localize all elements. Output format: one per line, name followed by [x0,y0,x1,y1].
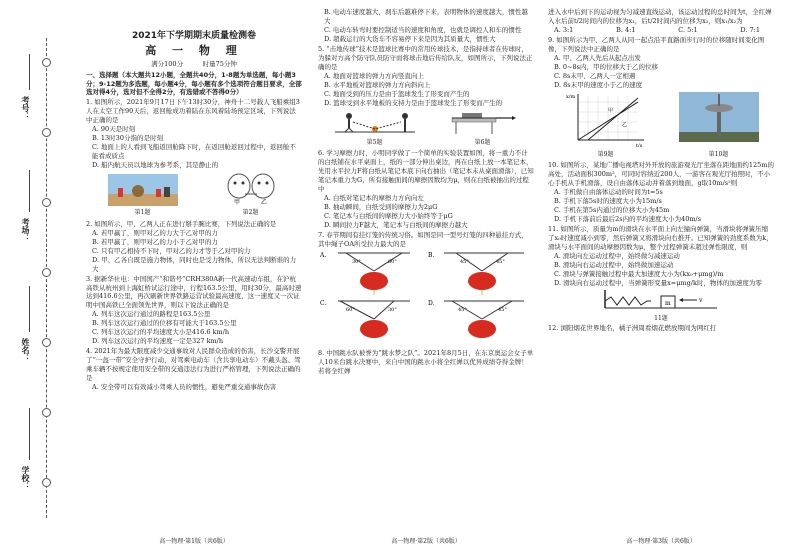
landing-photo-icon [108,174,178,206]
page-footer-2: 高一物理·第2版（共6版） [391,538,461,545]
q4-option-b: B. 电动车速度越大，刹车后越难停下来，表明物体的速度越大，惯性越大 [324,8,528,25]
lantern-b-label: B. [428,251,435,259]
q11-option-c: C. 滑块与弹簧接触过程中最大加速度大小为(kx₀+μmg)/m [554,269,724,278]
q2-option-d: D. 甲、乙各自既是施力物体，同时也是受力物体，所以无法判断谁的力大 [92,255,297,273]
question-5: 5. “击地传球”技术是篮球比赛中的常用传球技术，是指持球者在传球时，为躲对方高个防守队员防守而将球击地后传给队友，如图所示，下列说法正确的是 [318,44,533,71]
figure-11-caption: 11题 [654,315,668,323]
q11-option-d: D. 滑块向右运动过程中，当弹簧形变量x=μmg/k时，物体的加速度为零 [554,278,762,287]
name-line [29,286,30,332]
tv-tower-photo-icon [679,92,759,148]
q2-option-a: A. 若甲赢了，则甲对乙的力大于乙对甲的力 [92,228,218,237]
q3-option-c: C. 列车这次运行的平均速度大小是416.6 km/h [92,328,230,337]
q10-option-a: A. 手机做自由落体运动的时间为t=5s [554,188,663,197]
q8-option-a: A. 3:1 [554,25,574,34]
q10-option-c: C. 手机在第5s内通过的位移大小为45m [554,206,670,215]
series-jia-label: 甲 [607,107,613,114]
q5-option-a: A. 地面对篮球的弹力方向竖直向上 [324,71,424,80]
figure-row-5-6 [318,110,534,148]
q9-option-d: D. 8s末甲的速度小于乙的速度 [554,80,643,89]
exam-no-line [29,54,30,90]
binding-hole [42,478,51,487]
question-12: 12. 浏阳烟花世界地名，橘子洲周看烟花燃放期间为网红打 [548,324,717,333]
question-3: 3. 据新华社电：中国国产“和谐号”CRH380A新一代高速动车组，在沪杭高铁从杭州到上海虹桥试运行途中，行程163.5公里，用时30分，最高时速达到416.6公里，再次刷新世界铁路运营试验最高速度，这一速度又一次证明中国高铁已全面领先世界，则以下说法正确的是 [86,274,302,310]
angle-label: 45° [496,258,505,265]
figure-10 [679,92,759,160]
q5-option-b: B. 水平地板对篮球的弹力方向斜向上 [324,80,431,89]
school-label: 学校： [21,466,31,490]
q4-option-d: D. 超载运行的大货车不容易停下来是因为其质量大，惯性大 [324,34,496,43]
section-heading: 一、选择题（本大题共12小题，全题共40分，1-8题为单选题，每小题3分；9-12题为多选题，每小题4分，每小题有多个选项符合题目要求，全部选对得4分，选对但不全得2分，有选错或不答得0分） [86,70,302,97]
binding-margin [6,38,56,518]
question-1: 1. 如图所示，2021年9月17日下午13时30分，神舟十二号载人飞船乘组3人在太空工作90天后，返回舱成功着陆在东风着陆场预定区域，下列说法中正确的是 [86,98,300,125]
lantern-option-d [428,300,524,338]
page-footer-1: 高一物理·第1版（共6版） [159,538,229,545]
angle-label: 30° [352,258,361,265]
binding-hole [42,338,51,347]
question-2: 2. 如图所示，甲、乙两人正在进行掰手腕比赛，下列说法正确的是 [86,219,277,228]
question-7: 7. 春节期间有挂灯笼的传统习俗。如图是同一型号灯笼的四种悬挂方式，其中绳子OA所受拉力最大的是 [318,230,528,248]
question-8-continued: 进入水中后到下的运动视为匀减速直线运动，该运动过程的总时间为t，全红婵入水后前t/2时间内的位移为x₁，后t/2时间内的位移为x₂，则x₁/x₂为 [548,8,772,25]
angle-label: 30° [388,306,397,313]
question-9: 9. 如图所示为甲、乙两人从同一起点沿平直路面步行时的位移随时间变化图像，下列说法中正确的是 [548,35,765,53]
q9-option-b: B. 0~8s内，甲的位移大于乙的位移 [554,62,658,71]
basketball-pass-icon [335,110,415,136]
binding-hole [42,58,51,67]
q9-option-c: C. 8s末甲、乙两人一定相遇 [554,71,636,80]
figure-1-caption: 第1题 [134,209,151,217]
page-footer-3: 高一物理·第3版（共6版） [626,538,696,545]
q8-options [548,26,774,35]
figure-row-9-10 [548,92,774,160]
q8-option-b: B. 4:1 [616,25,636,34]
figure-5 [335,110,415,148]
q10-option-d: D. 手机下落前后最后2s内的平均速度大小为40m/s [554,215,702,224]
figure-10-caption: 第10题 [708,150,729,158]
q1-option-c: C. 地面上的人看到飞船返回舱降下时，在返回舱返回过程中，返回舱不能看成质点 [92,143,296,161]
q1-option-d: D. 船内航天员以地球为参考系，其是静止的 [92,161,219,170]
lantern-a-label: A. [320,251,327,259]
arm-wrestling-icon [221,172,281,206]
q2-option-b: B. 若甲赢了，则甲对乙的力小于乙对甲的力 [92,237,218,246]
lantern-option-a [319,252,410,295]
q1-option-b: B. 13时30分指的是时刻 [92,134,163,143]
room-line [29,170,30,212]
q3-option-b: B. 列车这次运行通过的位移有可能大于163.5公里 [92,319,237,328]
person-a-label: 甲 [233,199,240,207]
binding-hole [42,198,51,207]
xt-graph [564,92,648,148]
q6-option-c: C. 笔记本与白纸间的摩擦力大小始终等于μG [324,211,453,220]
angle-label: 45° [498,306,507,313]
lantern-option-c [320,300,410,338]
q5-option-c: C. 地面受到的压力是由于篮球发生了形变而产生的 [324,89,470,98]
series-yi-label: 乙 [621,121,627,128]
figure-2 [221,172,281,218]
question-6: 6. 学习摩擦力时，小明同学做了一个简单的实验装置如图，将一重力不计的白纸铺在水平桌面上，纸的一部分伸出桌边，再在白纸上放一本笔记本，先用水平拉力F将白纸从笔记本底下向右抽出（笔记本未从桌面滑落），已知笔记本重力为G，所有接触面间的摩擦因数均为μ，则在白纸被抽出的过程中 [318,149,534,194]
question-11: 11. 如图所示，质量为m的滑块在水平面上向左撞向弹簧，当滑块将弹簧压缩了x₀时速度减小到零，然后弹簧又将滑块向右推开。已知弹簧的劲度系数为k，滑块与水平面间的动摩擦因数为μ，整个过程弹簧未超过弹性限度，则 [548,225,773,251]
question-4: 4. 2021年为最大限度减少交通事故对人民群众造成的伤害，长沙交警开展了“一盔一带”安全守护行动，对驾乘电动车（含共享电动车）不戴头盔、驾乘车辆不按规定使用安全带的交通违法行为进行严格管理，下列说法正确的是 [86,347,301,383]
angle-label: 60° [388,258,397,265]
q6-option-b: B. 抽动瞬间，白纸受到的摩擦力为2μG [324,203,438,211]
binding-hole [42,128,51,137]
q11-option-b: B. 滑块向右运动过程中，始终做加速运动 [554,260,674,269]
q1-option-a: A. 90天是时刻 [92,125,136,134]
figure-2-caption: 第2题 [242,209,259,217]
room-label: 考场： [21,218,31,242]
t-axis-label: t/s [635,142,642,148]
binding-hole [42,268,51,277]
lantern-figures [318,249,534,345]
q8-option-c: C. 5:1 [678,25,698,34]
figure-row-1-2 [86,172,302,218]
page-column-2 [318,8,534,376]
q6-option-a: A. 白纸对笔记本的摩擦力方向向左 [324,194,424,203]
figure-9 [564,92,648,160]
q4-option-a: A. 安全带可以有效减小驾乘人员的惯性，避免严重交通事故伤害 [92,383,277,392]
question-10: 10. 如图所示，某地广播电视塔对外开放的旅游观光厅坐落在距地面约125m的高处，活动面积300m²，可同时容纳近200人，一游客在观光厅拍照时，不小心手机从手机滑落，设自由落体运动并着落到地面，g取10m/s²则 [548,161,774,188]
velocity-label: v [699,296,703,304]
cut-line [46,38,47,518]
binding-hole [42,408,51,417]
q11-option-a: A. 滑块向左运动过程中，始终做匀减速运动 [554,251,680,260]
mass-label: m [665,299,671,307]
exam-meta: 满分100分 时量75分钟 [151,59,237,68]
figure-9-caption: 第9题 [597,150,614,158]
exam-subject: 高 一 物 理 [145,44,243,58]
angle-label: 60° [346,306,355,313]
figure-11 [548,288,774,324]
exam-title: 2021年下学期期末质量检测卷 [131,31,257,41]
q10-option-b: B. 手机下落5s时的速度大小为15m/s [554,197,662,206]
spring-block-icon [601,288,721,312]
name-label: 姓名： [21,338,31,362]
lantern-d-label: D. [428,299,435,307]
page-column-3 [548,8,774,333]
school-line [29,408,30,460]
q3-option-a: A. 列车这次运行通过的路程是163.5公里 [92,310,211,319]
x-axis-label: x/m [565,93,575,100]
figure-5-caption: 第5题 [366,138,383,146]
exam-no-label: 考号： [21,96,31,120]
lantern-option-b [428,252,524,295]
figure-6 [448,110,518,148]
q5-option-d: D. 篮球受到水平地板的支持力是由于篮球发生了形变而产生的 [324,98,503,107]
q8-option-d: D. 7:1 [740,25,760,34]
lantern-c-label: C. [320,299,327,307]
q3-option-d: D. 列车这次运行的平均速度一定是327 km/h [92,337,224,346]
question-8: 8. 中国跳水队被誉为“跳水梦之队”。2021年8月5日，在东京奥运会女子单人10米台跳水决赛中，来自中国的跳水小将全红婵以优异成绩夺得金牌！若将全红婵 [318,348,534,375]
q2-option-c: C. 只有甲乙相持不下时，甲对乙的力才等于乙对甲的力 [92,246,251,255]
figure-1 [108,174,178,218]
figure-6-caption: 第6题 [474,138,491,146]
angle-label: 45° [460,258,469,265]
angle-label: 45° [458,306,467,313]
page-column-1 [86,8,302,392]
q9-option-a: A. 甲、乙两人先后从起点出发 [554,53,641,62]
paper-notebook-icon [448,110,518,136]
q6-option-d: D. 瞬间拉力F越大，笔记本与白纸间的摩擦力越大 [324,220,468,229]
q4-option-c: C. 电动车转弯时要控制适当的速度和角度，也就是调控人和车的惯性 [324,25,522,34]
person-b-label: 乙 [260,199,267,207]
